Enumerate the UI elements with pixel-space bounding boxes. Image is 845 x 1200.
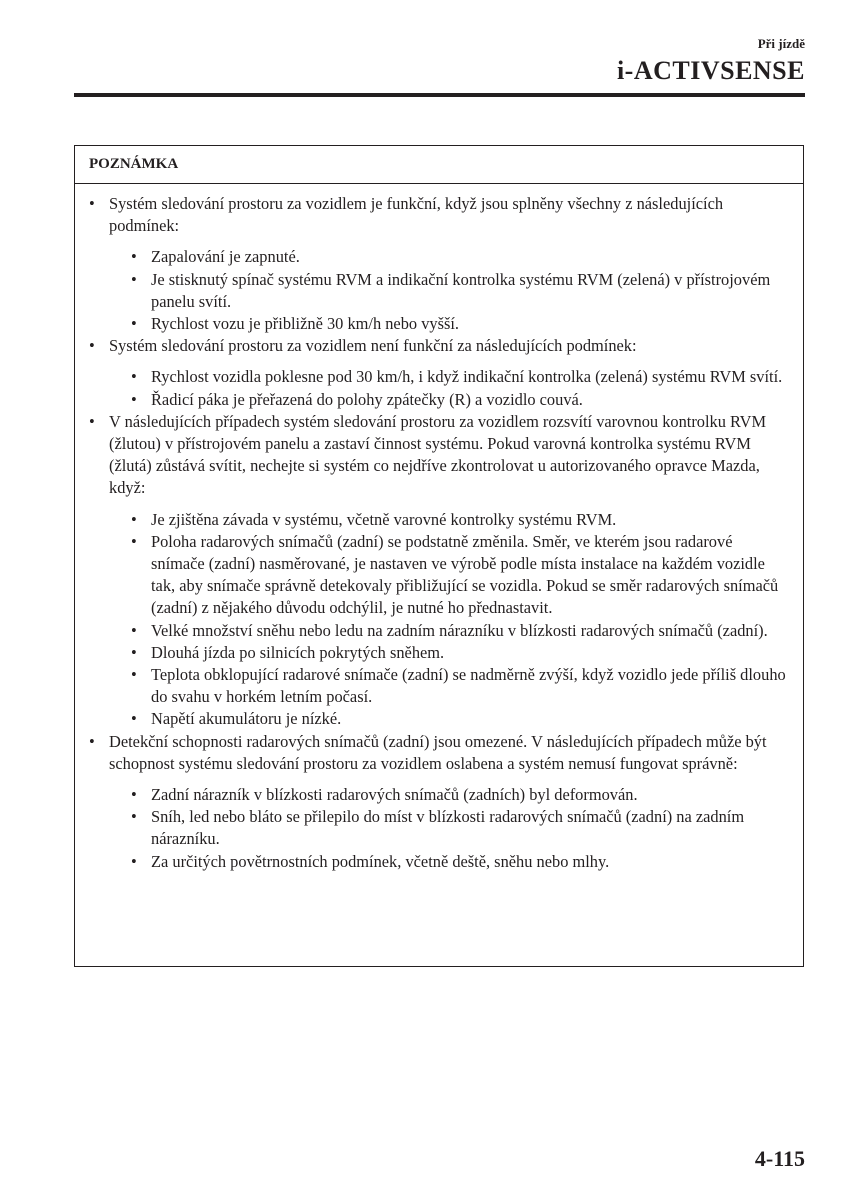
note-list bbox=[87, 193, 789, 873]
note-subitem: • Rychlost vozu je přibližně 30 km/h nebo vyšší. bbox=[129, 313, 789, 335]
note-item-text: Detekční schopnosti radarových snímačů (zadní) jsou omezené. V následujících případech může být schopnost systému sledování prostoru za vozidlem oslabena a systém nemusí fungovat správně: bbox=[109, 731, 767, 773]
note-subitem: • Je stisknutý spínač systému RVM a indikační kontrolka systému RVM (zelená) v přístrojovém panelu svítí. bbox=[129, 269, 789, 313]
note-sublist bbox=[109, 509, 789, 731]
note-subitem: • Je zjištěna závada v systému, včetně varovné kontrolky systému RVM. bbox=[129, 509, 789, 531]
note-sublist bbox=[109, 366, 789, 410]
note-subitem: • Poloha radarových snímačů (zadní) se podstatně změnila. Směr, ve kterém jsou radarové snímače (zadní) nasměrované, je nastaven ve výrobě podle místa instalace na každém vozidle tak, aby snímače správně detekovaly přibližující se vozidla. Pokud se směr radarových snímačů (zadní) z nějakého důvodu odchýlil, je nutné ho přednastavit. bbox=[129, 531, 789, 620]
note-title: POZNÁMKA bbox=[89, 156, 179, 172]
note-subitem: • Rychlost vozidla poklesne pod 30 km/h, i když indikační kontrolka (zelená) systému RVM svítí. bbox=[129, 366, 789, 388]
note-subitem: • Velké množství sněhu nebo ledu na zadním nárazníku v blízkosti radarových snímačů (zadní). bbox=[129, 620, 789, 642]
note-box bbox=[74, 145, 804, 967]
note-subitem: • Sníh, led nebo bláto se přilepilo do míst v blízkosti radarových snímačů (zadní) na zadním nárazníku. bbox=[129, 806, 789, 850]
note-header bbox=[75, 146, 803, 184]
note-item bbox=[87, 193, 789, 335]
note-item-text: Systém sledování prostoru za vozidlem je funkční, když jsou splněny všechny z následujících podmínek: bbox=[109, 194, 724, 236]
note-item bbox=[87, 731, 789, 873]
note-item bbox=[87, 411, 789, 731]
note-item-text: V následujících případech systém sledování prostoru za vozidlem rozsvítí varovnou kontrolku RVM (žlutou) v přístrojovém panelu a zastaví činnost systému. Pokud varovná kontrolka systému RVM (žlutá) zůstává svítit, nechejte si systém co nejdříve zkontrolovat u autorizovaného opravce Mazda, když: bbox=[109, 411, 767, 498]
header-rule bbox=[74, 93, 805, 97]
note-item bbox=[87, 335, 789, 411]
note-subitem: • Řadicí páka je přeřazená do polohy zpátečky (R) a vozidlo couvá. bbox=[129, 389, 789, 411]
chapter-title: i-ACTIVSENSE bbox=[616, 56, 805, 85]
section-label: Při jízdě bbox=[757, 36, 805, 51]
page-number: 4-115 bbox=[754, 1146, 805, 1171]
note-subitem: • Dlouhá jízda po silnicích pokrytých sněhem. bbox=[129, 642, 789, 664]
note-body bbox=[75, 184, 803, 873]
note-subitem: • Zadní nárazník v blízkosti radarových snímačů (zadních) byl deformován. bbox=[129, 784, 789, 806]
note-subitem: • Za určitých povětrnostních podmínek, včetně deště, sněhu nebo mlhy. bbox=[129, 851, 789, 873]
note-sublist bbox=[109, 246, 789, 335]
note-subitem: • Napětí akumulátoru je nízké. bbox=[129, 708, 789, 730]
note-subitem: • Zapalování je zapnuté. bbox=[129, 246, 789, 268]
note-item-text: Systém sledování prostoru za vozidlem není funkční za následujících podmínek: bbox=[109, 336, 637, 356]
note-subitem: • Teplota obklopující radarové snímače (zadní) se nadměrně zvýší, když vozidlo jede příliš dlouho do svahu v horkém letním počasí. bbox=[129, 664, 789, 708]
note-sublist bbox=[109, 784, 789, 873]
